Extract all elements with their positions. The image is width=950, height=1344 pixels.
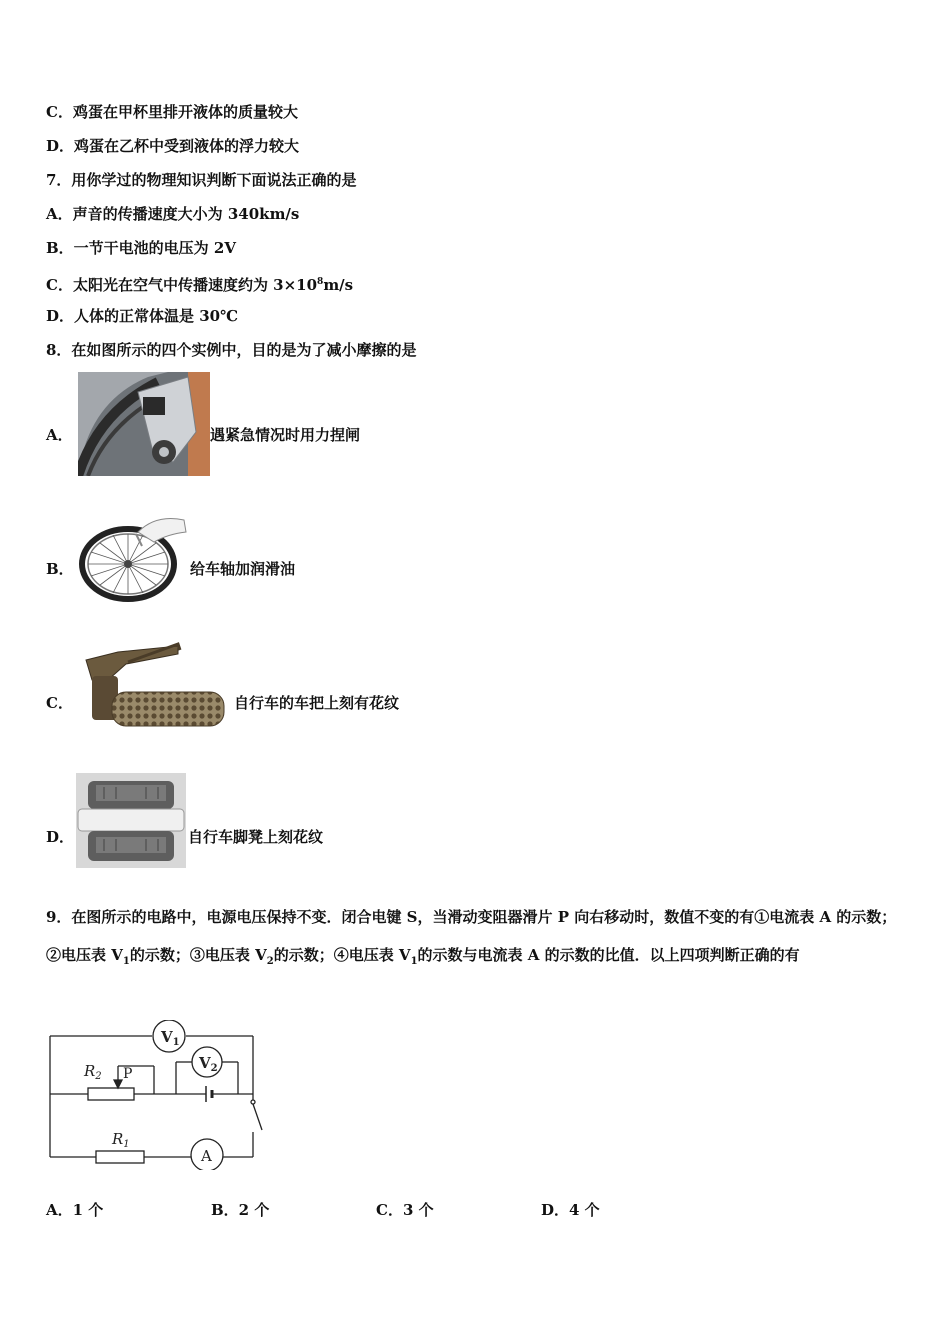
q9-sub-2: 2 [266,956,274,967]
question-9 [46,898,906,981]
q7-option-b: B．一节干电池的电压为 2V [46,239,236,257]
q8-option-b-text: 给车轴加润滑油 [190,560,296,578]
r1-label: $R_1$ [112,1130,130,1150]
bicycle-wheel-photo [76,512,188,604]
question-7: 7．用你学过的物理知识判断下面说法正确的是 [46,171,357,189]
r2-label: $R_2$ [84,1062,102,1082]
q8-option-d-text: 自行车脚凳上刻花纹 [188,828,324,846]
q9-text-1: 9．在图所示的电路中，电源电压保持不变．闭合电键 S，当滑动变阻器滑片 P 向右移动时，数值不变的有①电流表 A 的示数；②电压表 V [46,908,897,964]
q8-option-d-letter: D． [46,828,75,846]
q7-option-d: D．人体的正常体温是 30℃ [46,307,239,325]
brake-photo [78,372,210,476]
q8-option-c-letter: C． [46,694,73,712]
option-d-previous: D．鸡蛋在乙杯中受到液体的浮力较大 [46,137,300,155]
option-c-previous: C．鸡蛋在甲杯里排开液体的质量较大 [46,103,298,121]
q9-text-2: 的示数；③电压表 V [129,946,267,964]
q9-option-a: A．1 个 [46,1201,104,1219]
q9-option-c: C．3 个 [376,1201,434,1219]
q7-option-c [46,272,353,295]
q8-option-b-letter: B． [46,560,74,578]
q9-sub-3: 1 [410,956,418,967]
q7c-unit: m/s [323,276,354,294]
q7-option-a: A．声音的传播速度大小为 340km/s [46,205,300,223]
q9-text-3: 的示数；④电压表 V [273,946,411,964]
voltmeter-v2-label: $V_2$ [199,1054,218,1074]
pedal-photo [76,773,186,868]
q7c-exponent: 8 [317,277,324,287]
ammeter-label: A [201,1147,212,1165]
q8-option-c-text: 自行车的车把上刻有花纹 [234,694,400,712]
q9-text-4: 的示数与电流表 A 的示数的比值．以上四项判断正确的有 [417,946,800,964]
q8-option-a-text: 遇紧急情况时用力捏闸 [210,426,361,444]
slider-p-label: P [123,1066,133,1082]
voltmeter-v1-label: $V_1$ [161,1028,180,1048]
circuit-diagram [44,1020,274,1170]
q7c-text: C．太阳光在空气中传播速度约为 3×10 [46,276,318,294]
handlebar-grip-photo [78,640,228,732]
q9-option-d: D．4 个 [541,1201,600,1219]
q9-option-b: B．2 个 [211,1201,270,1219]
q8-option-a-letter: A． [46,426,73,444]
question-8: 8．在如图所示的四个实例中，目的是为了减小摩擦的是 [46,341,417,359]
q9-sub-1: 1 [122,956,130,967]
